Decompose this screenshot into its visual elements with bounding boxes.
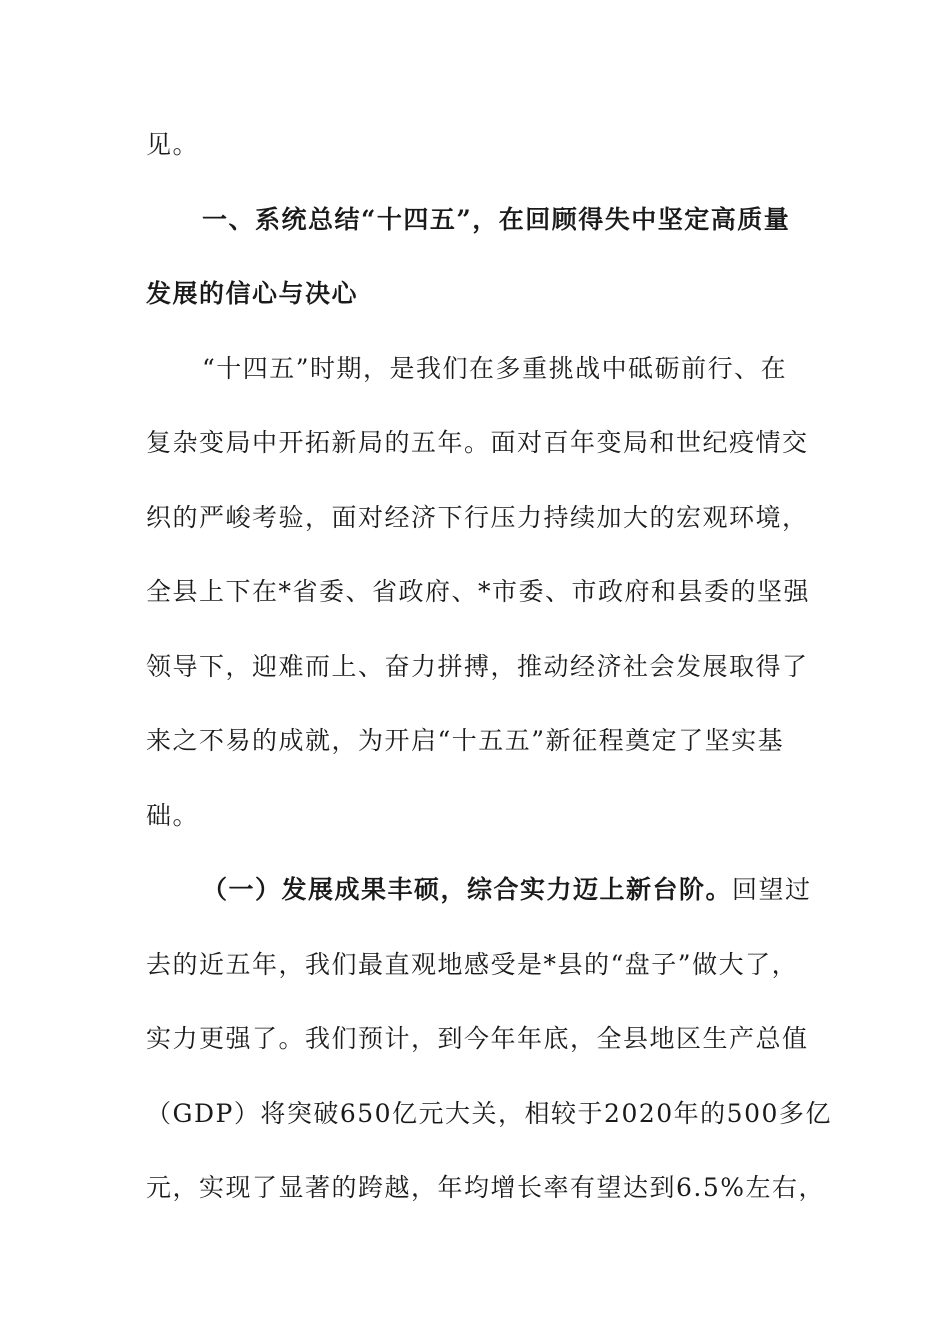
paragraph-line: 础。 (146, 800, 200, 830)
paragraph-line: “十四五”时期，是我们在多重挑战中砥砺前行、在 (202, 353, 788, 383)
paragraph-line: 元，实现了显著的跨越，年均增长率有望达到6.5%左右， (146, 1173, 826, 1202)
paragraph-line (146, 853, 810, 928)
subsection-heading: （一）发展成果丰硕，综合实力迈上新台阶。 (202, 875, 733, 904)
paragraph-line: 织的严峻考验，面对经济下行压力持续加大的宏观环境， (146, 502, 809, 532)
paragraph-line: 实力更强了。我们预计，到今年年底，全县地区生产总值 (146, 1024, 809, 1053)
document-body (146, 108, 832, 1226)
paragraph-line: 全县上下在*省委、省政府、*市委、市政府和县委的坚强 (146, 577, 811, 606)
paragraph-text: 回望过 (732, 875, 812, 904)
paragraph-line: （GDP）将突破650亿元大关，相较于2020年的500多亿 (146, 1098, 832, 1128)
paragraph-line: 领导下，迎难而上、奋力拼搏，推动经济社会发展取得了 (146, 651, 809, 681)
paragraph-line: 来之不易的成就，为开启“十五五”新征程奠定了坚实基 (146, 726, 785, 755)
text-line: 见。 (146, 130, 200, 159)
section-heading-line: 发展的信心与决心 (146, 279, 359, 308)
paragraph-line: 复杂变局中开拓新局的五年。面对百年变局和世纪疫情交 (146, 428, 809, 457)
paragraph-line: 去的近五年，我们最直观地感受是*县的“盘子”做大了， (146, 949, 799, 979)
section-heading-line: 一、系统总结“十四五”，在回顾得失中坚定高质量 (202, 204, 791, 234)
